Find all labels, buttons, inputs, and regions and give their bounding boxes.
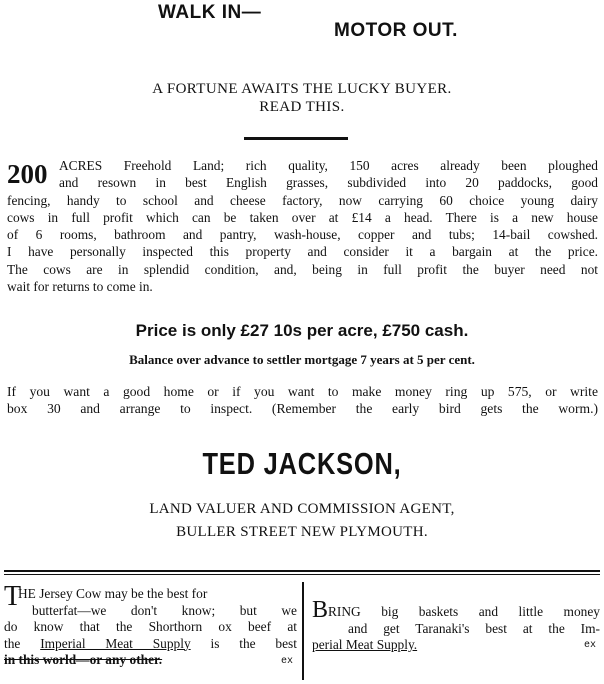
description-line: The cows are in splendid condition, and, being in full profit the buyer need not (7, 261, 598, 277)
subheadline (0, 80, 604, 116)
agent-name: TED JACKSON, (202, 446, 402, 481)
ad-left-line-5 (4, 652, 297, 669)
dropcap-b: B (312, 597, 329, 623)
dropcap-t: T (4, 581, 22, 612)
ad-left-signature: ex (280, 656, 293, 667)
ad-left-line-4 (4, 636, 297, 653)
ad-left-best: is the best (210, 635, 297, 651)
price-line: Price is only £27 10s per acre, £750 cash. (135, 321, 469, 340)
contact-text (7, 383, 598, 418)
description-line: cows in full profit which can be taken over at £14 a head. There is a new house (7, 209, 598, 225)
ad-left-line-2: butterfat—we don't know; but we (32, 602, 297, 618)
section-rule (4, 570, 600, 572)
contact-line-2: box 30 and arrange to inspect. (Remember the early bird gets the worm.) (7, 401, 598, 417)
ad-right-line-3 (312, 637, 600, 654)
ad-right-line-1: RING big baskets and little money (328, 604, 600, 619)
description-line: of 6 rooms, bathroom and pantry, wash-house, copper and tubs; 14-bail cowshed. (7, 227, 598, 243)
right-advertisement (312, 597, 600, 654)
contact-line-1: If you want a good home or if you want to make money ring up 575, or write (7, 384, 598, 399)
ad-right-signature: ex (583, 640, 596, 651)
agent-title: LAND VALUER AND COMMISSION AGENT, (149, 501, 455, 517)
description-line: and resown in best English grasses, subdivided into 20 paddocks, good (59, 175, 598, 191)
column-divider (302, 582, 304, 680)
ad-right-imperial: perial Meat Supply. (312, 637, 418, 652)
balance-line: Balance over advance to settler mortgage 7 years at 5 per cent. (129, 352, 475, 367)
motor-out-heading: MOTOR OUT. (334, 20, 458, 41)
ad-left-the: the (4, 635, 21, 651)
description-line: I have personally inspected this property and consider it a bargain at the price. (7, 244, 598, 260)
agent-address: BULLER STREET NEW PLYMOUTH. (176, 524, 428, 540)
property-description (7, 157, 598, 295)
ad-left-line-1: HE Jersey Cow may be the best for (18, 586, 208, 601)
section-rule-thin (4, 574, 600, 575)
ad-left-world: in this world—or any other. (4, 652, 163, 667)
ad-right-line-2: and get Taranaki's best at the Im- (348, 620, 600, 636)
ad-left-imperial: Imperial Meat Supply (40, 635, 191, 651)
divider-rule (244, 137, 348, 140)
ad-left-line-3: do know that the Shorthorn ox beef at (4, 619, 297, 634)
walk-in-heading: WALK IN— (158, 2, 262, 23)
description-line: ACRES Freehold Land; rich quality, 150 acres already been ploughed (59, 158, 598, 173)
acreage-number: 200 (7, 159, 48, 189)
description-line: wait for returns to come in. (7, 279, 153, 295)
description-line: fencing, handy to school and cheese factory, now carrying 60 choice young dairy (7, 192, 598, 208)
subheadline-line-1: A FORTUNE AWAITS THE LUCKY BUYER. (152, 81, 452, 97)
subheadline-line-2: READ THIS. (259, 99, 345, 115)
left-advertisement (4, 581, 297, 669)
